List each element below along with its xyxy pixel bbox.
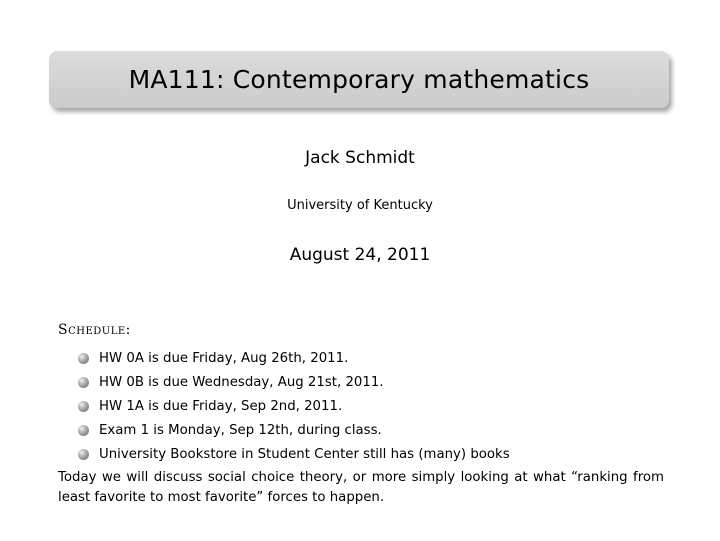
sphere-bullet-icon — [78, 449, 89, 460]
list-item — [78, 346, 510, 370]
sphere-bullet-icon — [78, 401, 89, 412]
list-item-text: HW 1A is due Friday, Sep 2nd, 2011. — [99, 398, 343, 414]
title-box — [49, 51, 669, 108]
author-name: Jack Schmidt — [305, 148, 415, 168]
list-item-text: Exam 1 is Monday, Sep 12th, during class. — [99, 423, 382, 439]
sphere-bullet-icon — [78, 353, 89, 364]
list-item — [78, 370, 510, 394]
schedule-list — [78, 346, 510, 467]
sphere-bullet-icon — [78, 377, 89, 388]
list-item — [78, 419, 510, 443]
list-item — [78, 443, 510, 467]
schedule-heading: Schedule: — [58, 322, 131, 338]
institute-name: University of Kentucky — [287, 198, 433, 213]
list-item-text: University Bookstore in Student Center still has (many) books — [99, 447, 510, 463]
closing-paragraph: Today we will discuss social choice theory, or more simply looking at what “ranking from least favorite to most favorite” forces to happen. — [58, 470, 664, 505]
slide-title: MA111: Contemporary mathematics — [128, 65, 590, 94]
list-item-text: HW 0A is due Friday, Aug 26th, 2011. — [99, 350, 349, 366]
list-item — [78, 394, 510, 418]
list-item-text: HW 0B is due Wednesday, Aug 21st, 2011. — [99, 374, 384, 390]
presentation-date: August 24, 2011 — [289, 245, 431, 265]
sphere-bullet-icon — [78, 425, 89, 436]
